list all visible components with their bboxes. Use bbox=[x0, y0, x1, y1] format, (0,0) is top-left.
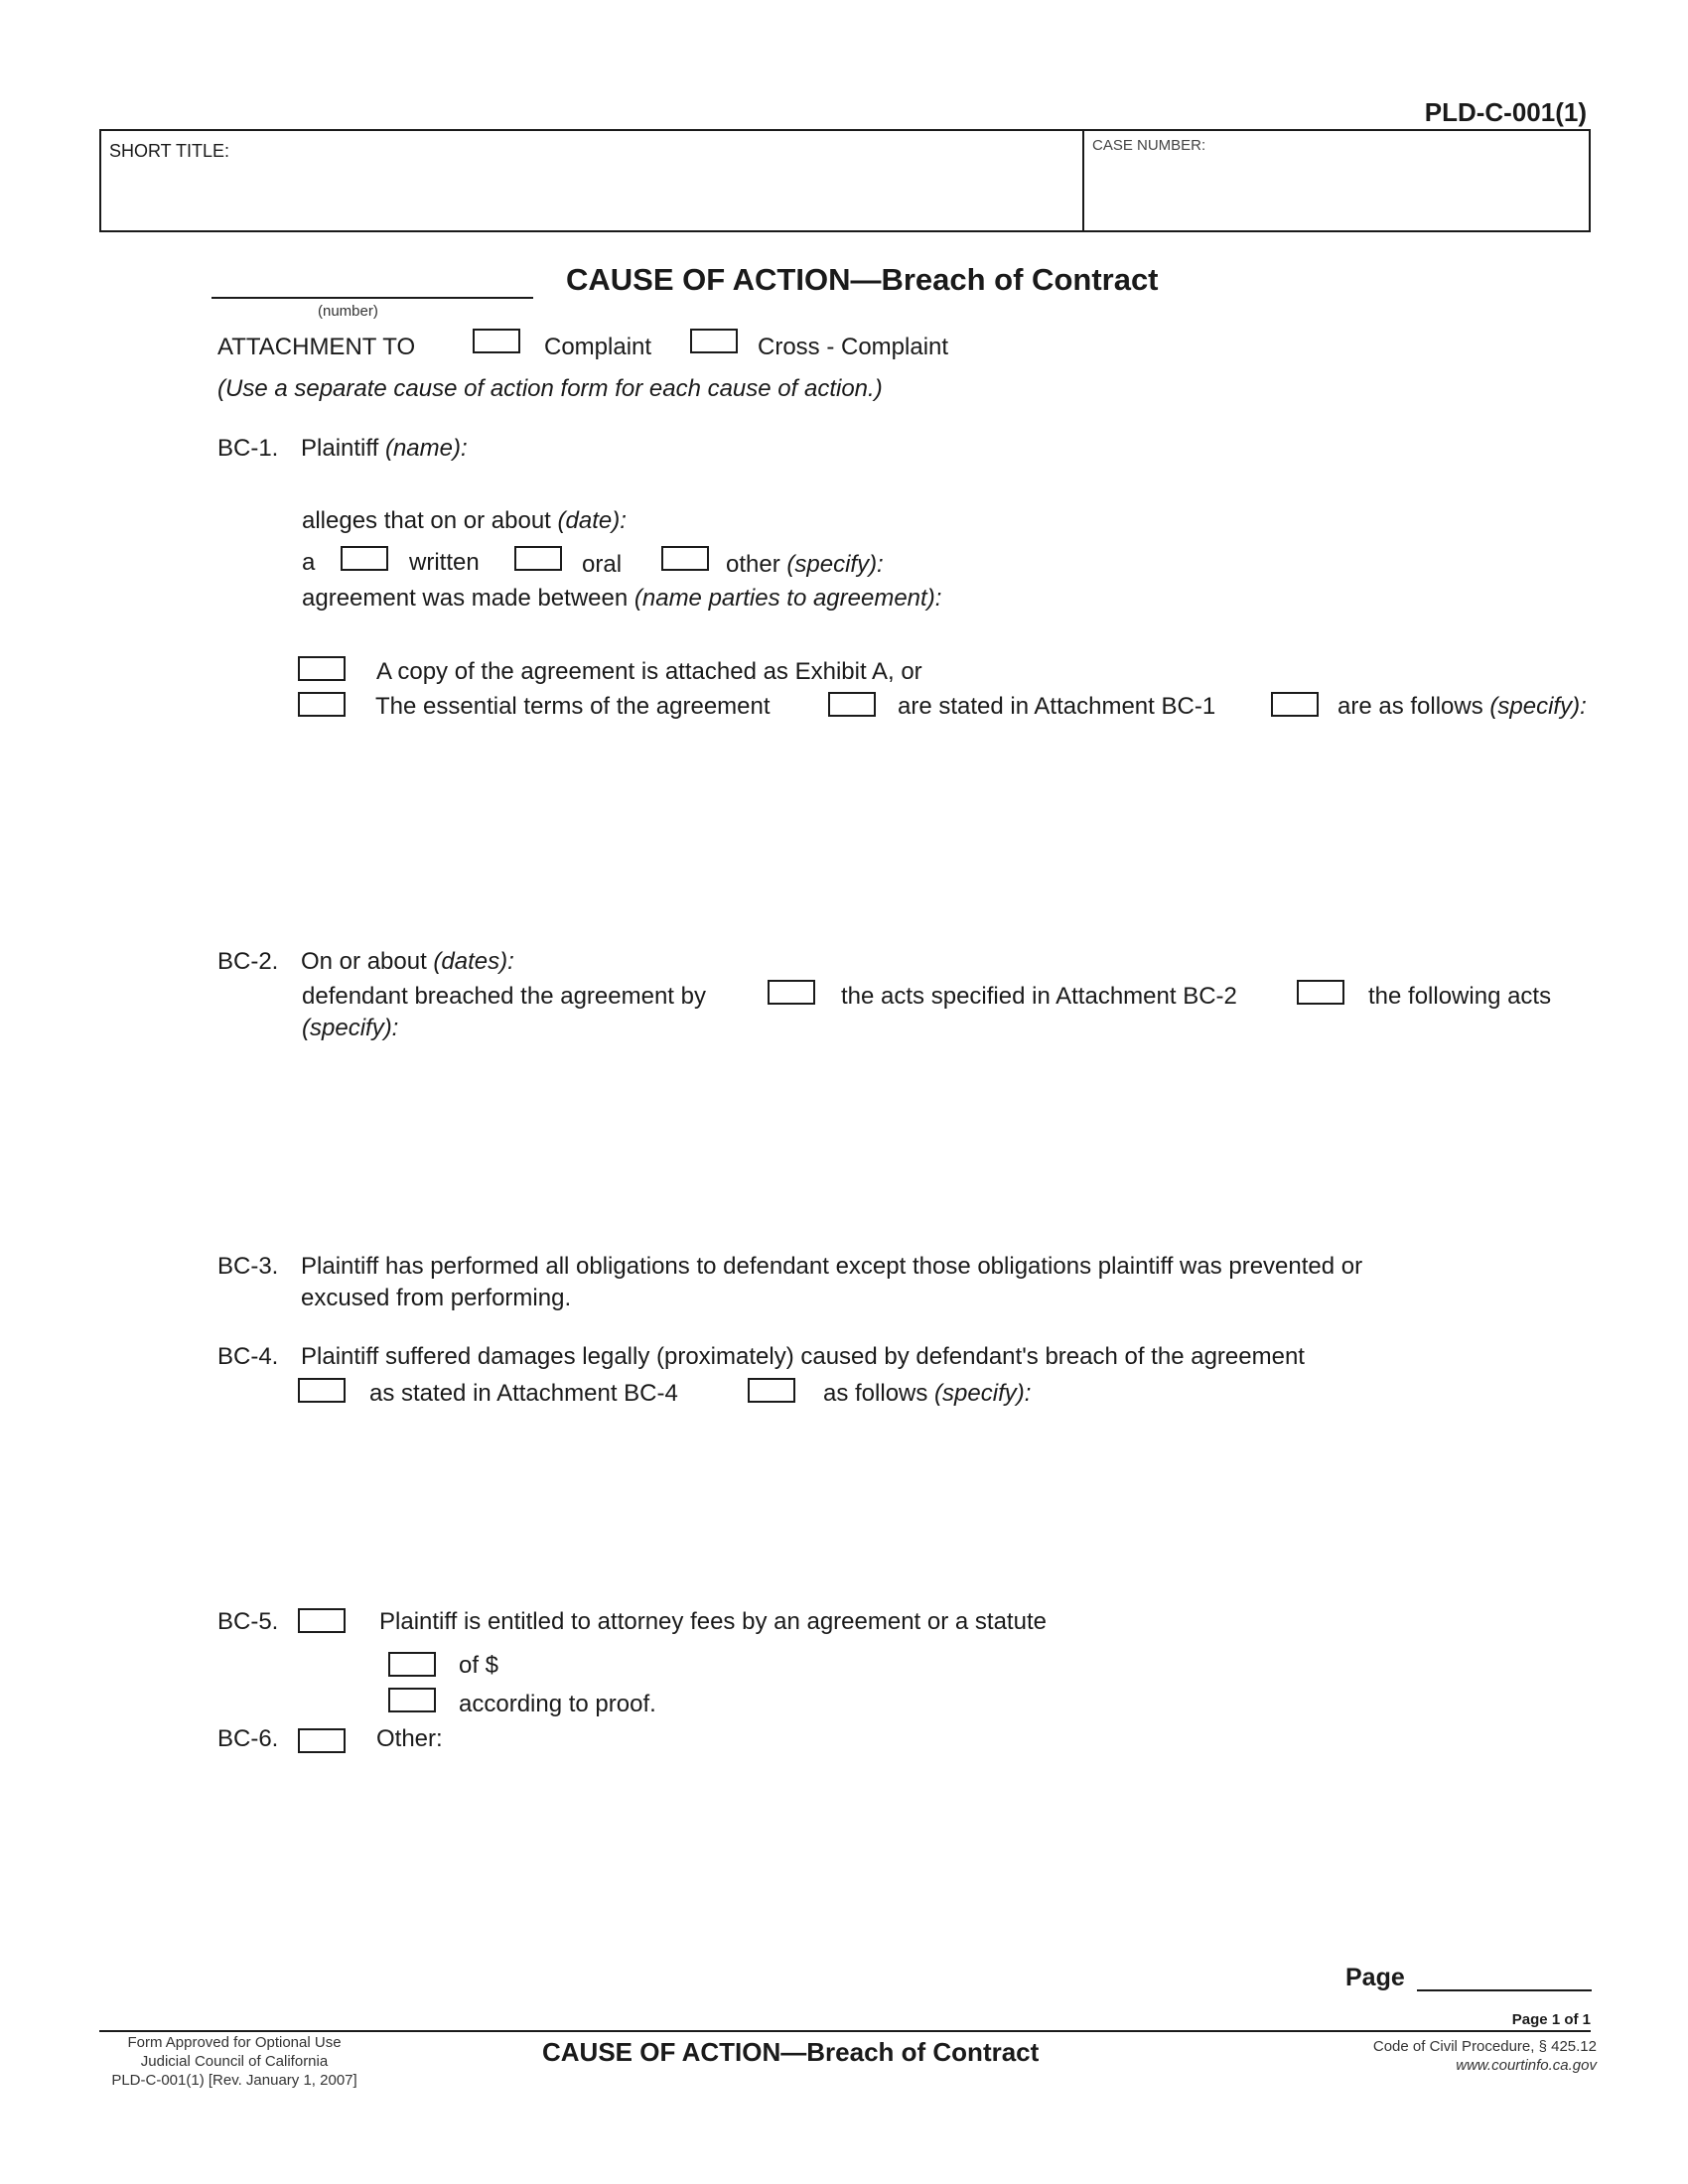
bc6-number: BC-6. bbox=[217, 1725, 279, 1752]
acts-attachment-bc2-label: the acts specified in Attachment BC-2 bbox=[841, 983, 1237, 1010]
attorney-fees-checkbox[interactable] bbox=[298, 1608, 346, 1633]
form-id: PLD-C-001(1) bbox=[1424, 97, 1587, 127]
acts-attachment-bc2-checkbox[interactable] bbox=[768, 980, 815, 1005]
other-specify-hint: (specify): bbox=[786, 551, 884, 578]
damages-as-follows-checkbox[interactable] bbox=[748, 1378, 795, 1403]
bc1-a-label: a bbox=[302, 549, 316, 576]
footer-left-line1: Form Approved for Optional Use bbox=[127, 2034, 342, 2051]
damages-specify-hint: (specify): bbox=[934, 1380, 1032, 1407]
fees-according-to-proof-label: according to proof. bbox=[459, 1691, 656, 1717]
header-box bbox=[99, 129, 1591, 232]
page-label: Page bbox=[1345, 1964, 1405, 1991]
footer-left-line3: PLD-C-001(1) [Rev. January 1, 2007] bbox=[111, 2072, 357, 2089]
damages-as-follows-label: as follows bbox=[823, 1380, 928, 1407]
number-label: (number) bbox=[318, 303, 378, 320]
following-acts-checkbox[interactable] bbox=[1297, 980, 1344, 1005]
attachment-instruction: (Use a separate cause of action form for each cause of action.) bbox=[217, 375, 883, 402]
bc2-breached-label: defendant breached the agreement by bbox=[302, 983, 706, 1010]
form-title: CAUSE OF ACTION—Breach of Contract bbox=[566, 262, 1159, 297]
bc1-made-between-label: agreement was made between bbox=[302, 585, 629, 612]
footer-rule bbox=[99, 2030, 1591, 2032]
other-agreement-label: other bbox=[726, 551, 780, 578]
footer-left-line2: Judicial Council of California bbox=[140, 2053, 329, 2070]
fees-according-to-proof-checkbox[interactable] bbox=[388, 1688, 436, 1712]
cross-complaint-checkbox[interactable] bbox=[690, 329, 738, 353]
bc1-made-between-line bbox=[302, 585, 941, 613]
bc1-alleges-line bbox=[302, 507, 627, 535]
bc3-text-line1: Plaintiff has performed all obligations to defendant except those obligations plaintiff was prevented or bbox=[301, 1253, 1363, 1280]
terms-attachment-bc1-checkbox[interactable] bbox=[828, 692, 876, 717]
bc1-date-hint: (date): bbox=[557, 507, 627, 534]
oral-checkbox[interactable] bbox=[514, 546, 562, 571]
copy-attached-label: A copy of the agreement is attached as Exhibit A, or bbox=[376, 658, 922, 685]
oral-label: oral bbox=[582, 551, 623, 578]
terms-as-follows-label: are as follows bbox=[1337, 693, 1483, 720]
terms-specify-hint: (specify): bbox=[1489, 693, 1587, 720]
other-cause-checkbox[interactable] bbox=[298, 1728, 346, 1753]
complaint-option-label: Complaint bbox=[544, 334, 652, 360]
footer-right bbox=[1373, 2037, 1597, 2075]
footer-left bbox=[97, 2033, 371, 2090]
footer-website: www.courtinfo.ca.gov bbox=[1456, 2057, 1597, 2074]
case-number-label: CASE NUMBER: bbox=[1092, 137, 1206, 154]
bc1-plaintiff-hint: (name): bbox=[384, 435, 468, 462]
fees-amount-checkbox[interactable] bbox=[388, 1652, 436, 1677]
case-number-field[interactable] bbox=[1084, 131, 1591, 230]
other-agreement-checkbox[interactable] bbox=[661, 546, 709, 571]
written-checkbox[interactable] bbox=[341, 546, 388, 571]
essential-terms-checkbox[interactable] bbox=[298, 692, 346, 717]
bc4-number: BC-4. bbox=[217, 1343, 279, 1370]
terms-attachment-bc1-label: are stated in Attachment BC-1 bbox=[898, 693, 1216, 720]
footer-statute: Code of Civil Procedure, § 425.12 bbox=[1372, 2038, 1597, 2055]
bc2-dates-line bbox=[301, 948, 514, 976]
terms-as-follows-line bbox=[1337, 693, 1587, 721]
short-title-field[interactable] bbox=[101, 131, 1084, 230]
damages-as-follows-line bbox=[823, 1380, 1031, 1408]
copy-attached-checkbox[interactable] bbox=[298, 656, 346, 681]
terms-as-follows-checkbox[interactable] bbox=[1271, 692, 1319, 717]
essential-terms-label: The essential terms of the agreement bbox=[375, 693, 771, 720]
short-title-label: SHORT TITLE: bbox=[109, 141, 230, 161]
page-of: Page 1 of 1 bbox=[1511, 2011, 1591, 2028]
following-acts-label: the following acts bbox=[1368, 983, 1552, 1010]
bc1-number: BC-1. bbox=[217, 435, 279, 462]
attorney-fees-label: Plaintiff is entitled to attorney fees by an agreement or a statute bbox=[379, 1608, 1047, 1635]
fees-amount-label: of $ bbox=[459, 1652, 499, 1679]
other-cause-label: Other: bbox=[376, 1725, 443, 1752]
bc1-plaintiff-line bbox=[301, 435, 468, 463]
bc5-number: BC-5. bbox=[217, 1608, 279, 1635]
damages-attachment-bc4-label: as stated in Attachment BC-4 bbox=[369, 1380, 678, 1407]
bc4-text: Plaintiff suffered damages legally (proximately) caused by defendant's breach of the agreement bbox=[301, 1343, 1305, 1370]
bc1-alleges-label: alleges that on or about bbox=[302, 507, 551, 534]
damages-attachment-bc4-checkbox[interactable] bbox=[298, 1378, 346, 1403]
page-number-line[interactable] bbox=[1417, 1989, 1592, 1991]
bc2-on-or-about-label: On or about bbox=[301, 948, 427, 975]
number-input-line[interactable] bbox=[211, 297, 533, 299]
bc1-plaintiff-label: Plaintiff bbox=[301, 435, 379, 462]
bc1-parties-hint: (name parties to agreement): bbox=[633, 585, 942, 612]
cross-complaint-option-label: Cross - Complaint bbox=[758, 334, 949, 360]
attachment-label: ATTACHMENT TO bbox=[217, 334, 416, 360]
complaint-checkbox[interactable] bbox=[473, 329, 520, 353]
bc3-number: BC-3. bbox=[217, 1253, 279, 1280]
bc3-text-line2: excused from performing. bbox=[301, 1285, 572, 1311]
written-label: written bbox=[409, 549, 480, 576]
bc2-dates-hint: (dates): bbox=[433, 948, 514, 975]
footer-title: CAUSE OF ACTION—Breach of Contract bbox=[542, 2037, 1040, 2067]
bc2-number: BC-2. bbox=[217, 948, 279, 975]
other-agreement-line bbox=[726, 551, 884, 579]
bc2-specify-hint: (specify): bbox=[302, 1015, 399, 1041]
